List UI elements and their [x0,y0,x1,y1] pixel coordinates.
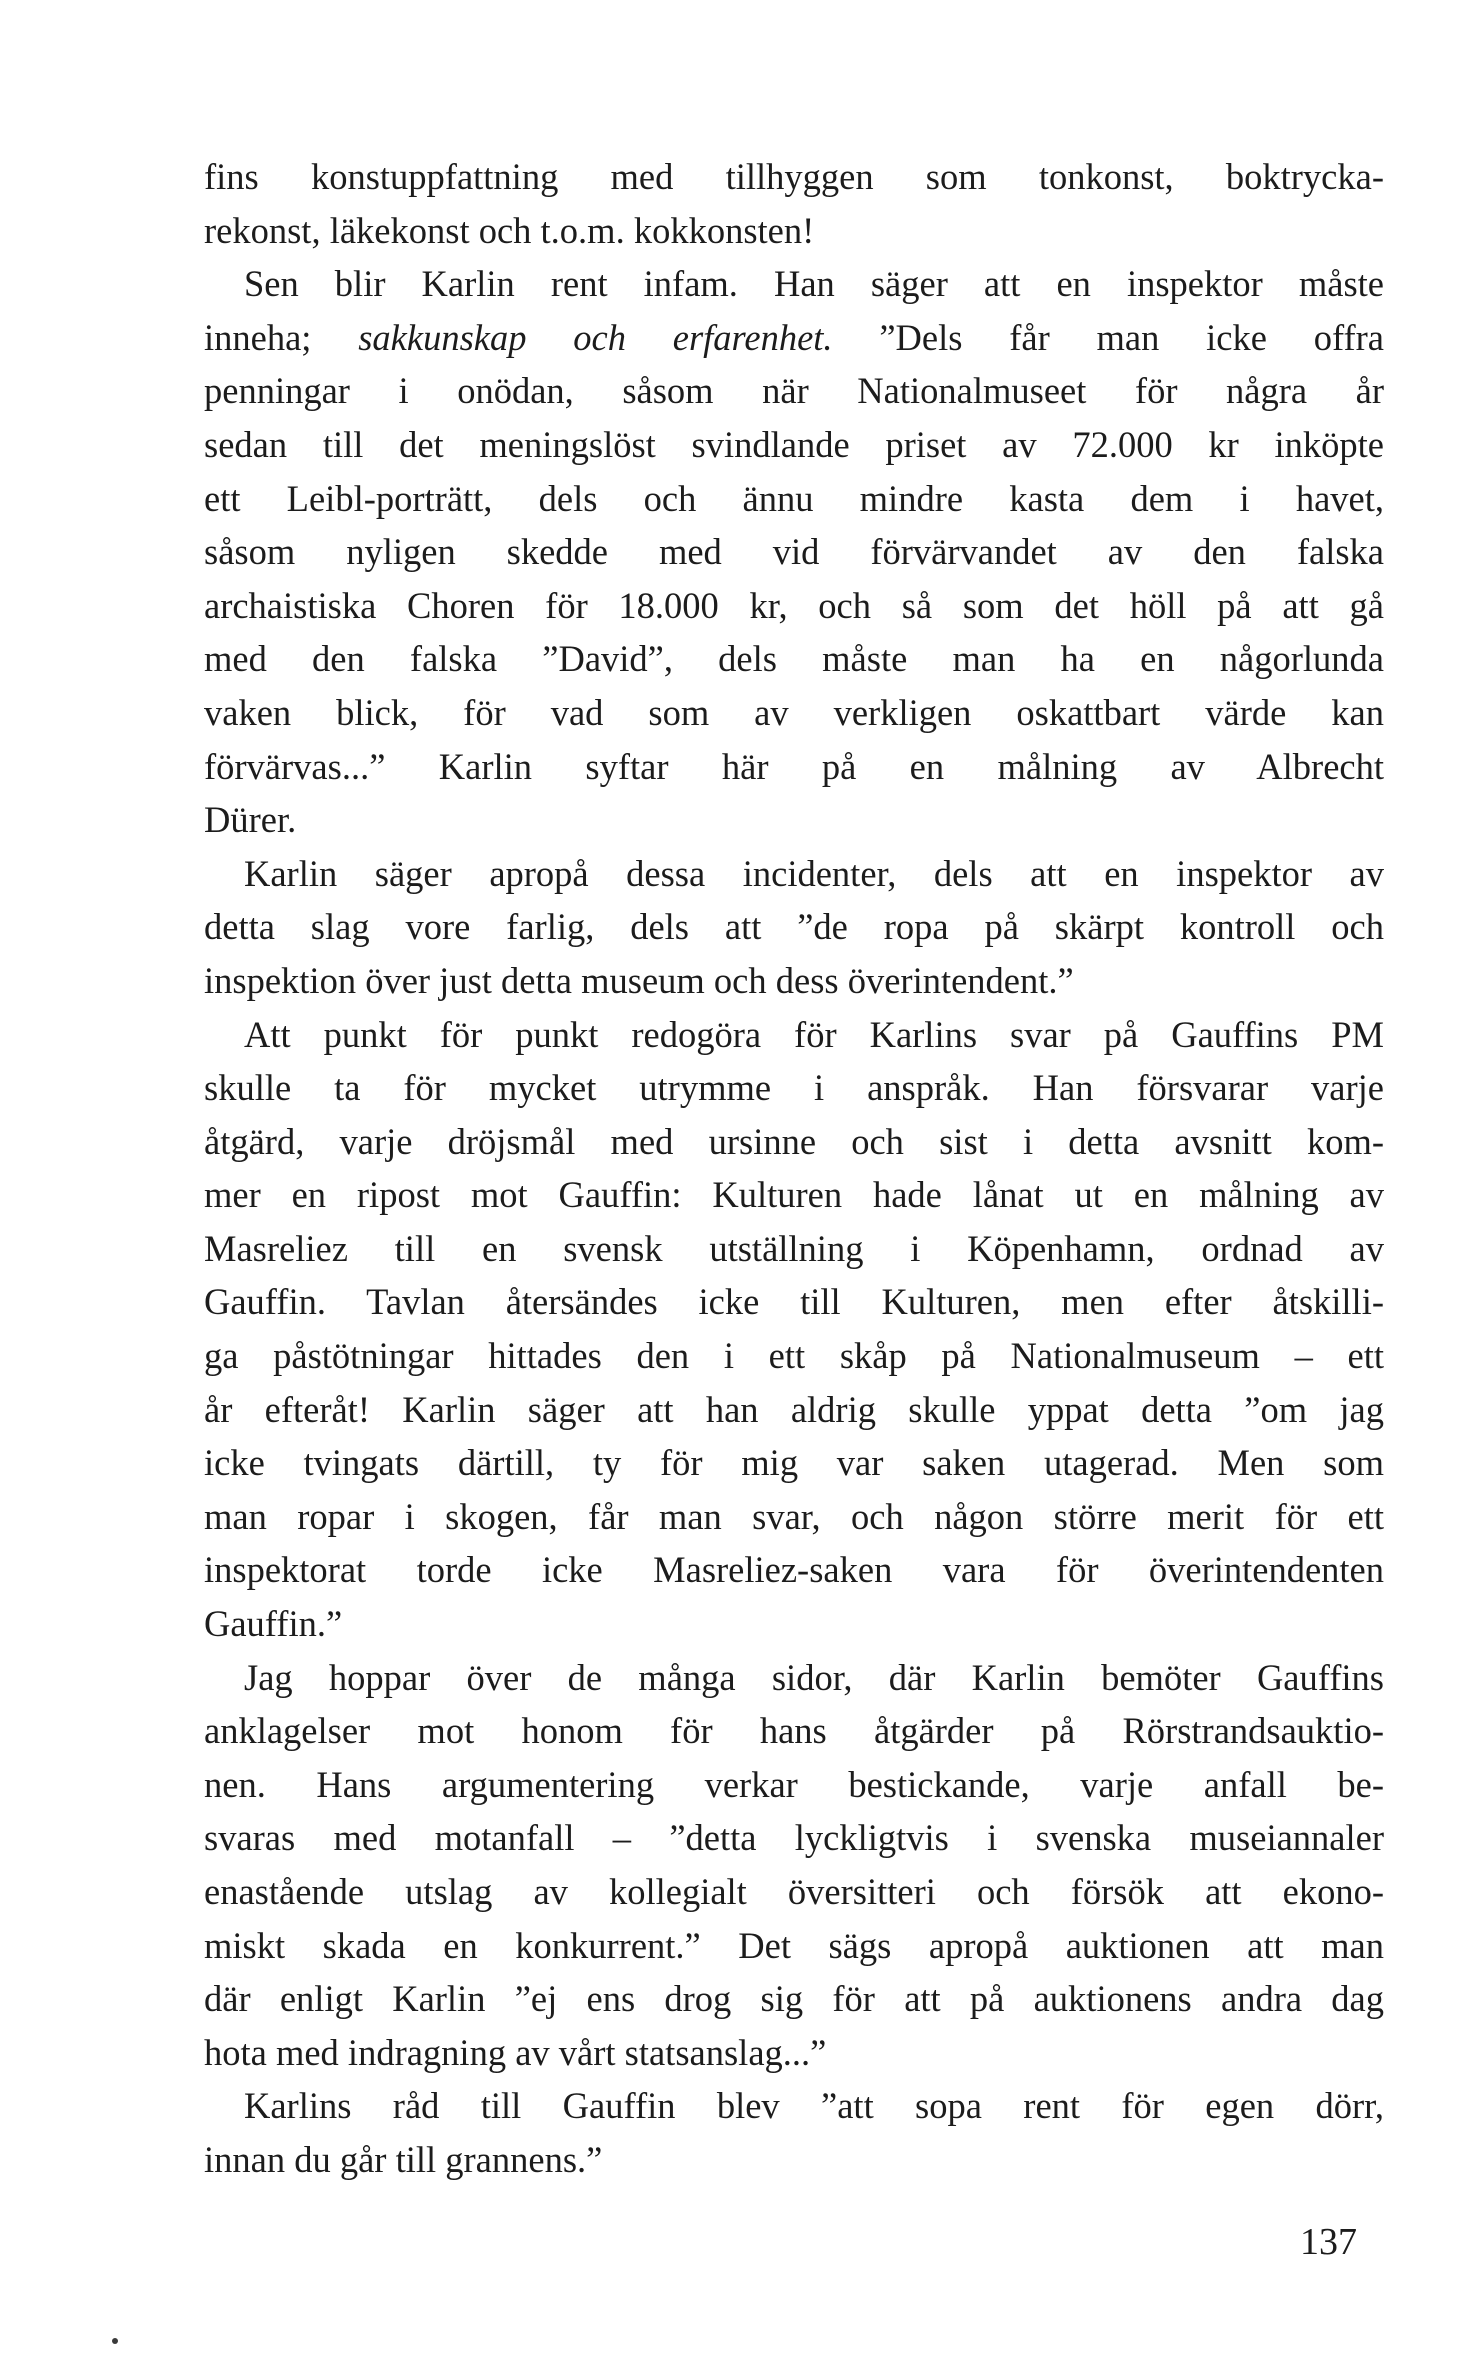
text-line [204,579,1384,633]
text-line [204,1865,1384,1919]
text-line [204,1490,1384,1544]
text-line [204,418,1384,472]
text-line [204,1543,1384,1597]
body-text [204,150,1384,2187]
text-line-content: Att punkt för punkt redogöra för Karlins svar på Gauffins PM [244,1013,1384,1055]
text-line-content: man ropar i skogen, får man svar, och någon större merit för ett [204,1495,1384,1537]
text-line [204,2026,1384,2080]
text-line [204,2079,1384,2133]
text-line-content: vaken blick, för vad som av verkligen oskattbart värde kan [204,691,1384,733]
text-line [204,1008,1384,1062]
text-line [204,1811,1384,1865]
text-line [204,472,1384,526]
text-line [204,793,1384,847]
italic-phrase: sakkunskap och erfarenhet. [358,316,833,358]
text-line [204,954,1384,1008]
text-line-content: såsom nyligen skedde med vid förvärvandet av den falska [204,531,1384,573]
text-line-content: innan du går till grannens.” [204,2138,603,2180]
text-line-content: penningar i onödan, såsom när Nationalmuseet för några år [204,370,1384,412]
text-line [204,1972,1384,2026]
text-line-content: miskt skada en konkurrent.” Det sägs apropå auktionen att man [204,1924,1384,1966]
text-line-content: inspektion över just detta museum och dess överintendent.” [204,959,1074,1001]
text-line [204,1222,1384,1276]
text-line-content: förvärvas...” Karlin syftar här på en målning av Albrecht [204,745,1384,787]
text-line-content: Dürer. [204,799,297,841]
text-line [204,900,1384,954]
text-line-content: år efteråt! Karlin säger att han aldrig skulle yppat detta ”om jag [204,1388,1384,1430]
text-line-content: Jag hoppar över de många sidor, där Karlin bemöter Gauffins [244,1656,1384,1698]
text-line-continuation: ”Dels får man icke offra [832,316,1384,358]
text-line [204,1061,1384,1115]
text-line [204,1115,1384,1169]
text-line [204,686,1384,740]
text-line [204,1919,1384,1973]
text-line [204,311,1384,365]
text-line-content: ett Leibl-porträtt, dels och ännu mindre kasta dem i havet, [204,477,1384,519]
text-line [204,1168,1384,1222]
text-line [204,632,1384,686]
page-number: 137 [1300,2221,1357,2263]
text-line-content: skulle ta för mycket utrymme i anspråk. Han försvarar varje [204,1067,1384,1109]
text-line-content: icke tvingats därtill, ty för mig var saken utagerad. Men som [204,1442,1384,1484]
text-line [204,1383,1384,1437]
text-line-content: Sen blir Karlin rent infam. Han säger att en inspektor måste [244,263,1384,305]
text-line [204,1704,1384,1758]
text-line-content: Gauffin. Tavlan återsändes icke till Kulturen, men efter åtskilli- [204,1281,1384,1323]
text-line [204,2133,1384,2187]
text-line-content: åtgärd, varje dröjsmål med ursinne och sist i detta avsnitt kom- [204,1120,1384,1162]
text-line [204,257,1384,311]
text-line-content: Karlin säger apropå dessa incidenter, dels att en inspektor av [244,852,1384,894]
text-line [204,525,1384,579]
text-line-content: Masreliez till en svensk utställning i Köpenhamn, ordnad av [204,1227,1384,1269]
text-line [204,1436,1384,1490]
text-line-content: Gauffin.” [204,1603,343,1645]
text-line-content: detta slag vore farlig, dels att ”de ropa på skärpt kontroll och [204,906,1384,948]
text-line [204,150,1384,204]
text-line [204,847,1384,901]
text-line-content: anklagelser mot honom för hans åtgärder på Rörstrandsauktio- [204,1710,1384,1752]
text-line-content: hota med indragning av vårt statsanslag...” [204,2031,827,2073]
text-line [204,1651,1384,1705]
text-line [204,364,1384,418]
text-line-content: inneha; [204,316,359,358]
text-line [204,1758,1384,1812]
text-line-content: sedan till det meningslöst svindlande priset av 72.000 kr inköpte [204,423,1384,465]
text-line-content: rekonst, läkekonst och t.o.m. kokkonsten! [204,209,815,251]
text-line-content: Karlins råd till Gauffin blev ”att sopa rent för egen dörr, [244,2085,1384,2127]
text-line [204,204,1384,258]
text-line-content: inspektorat torde icke Masreliez-saken vara för överintendenten [204,1549,1384,1591]
text-line [204,1597,1384,1651]
text-line-content: enastående utslag av kollegialt översitteri och försök att ekono- [204,1871,1384,1912]
text-line-content: med den falska ”David”, dels måste man ha en någorlunda [204,638,1384,680]
text-line-content: nen. Hans argumentering verkar bestickande, varje anfall be- [204,1763,1384,1805]
text-line-content: archaistiska Choren för 18.000 kr, och så som det höll på att gå [204,584,1384,626]
text-line [204,1275,1384,1329]
text-line-content: ga påstötningar hittades den i ett skåp på Nationalmuseum – ett [204,1335,1384,1377]
text-line-content: där enligt Karlin ”ej ens drog sig för att på auktionens andra dag [204,1978,1384,2020]
text-line-content: svaras med motanfall – ”detta lyckligtvis i svenska museiannaler [204,1817,1384,1859]
text-line [204,740,1384,794]
text-line-content: mer en ripost mot Gauffin: Kulturen hade lånat ut en målning av [204,1174,1384,1216]
text-line [204,1329,1384,1383]
text-line-content: fins konstuppfattning med tillhyggen som tonkonst, boktrycka- [204,156,1384,197]
scan-speck [112,2338,118,2344]
